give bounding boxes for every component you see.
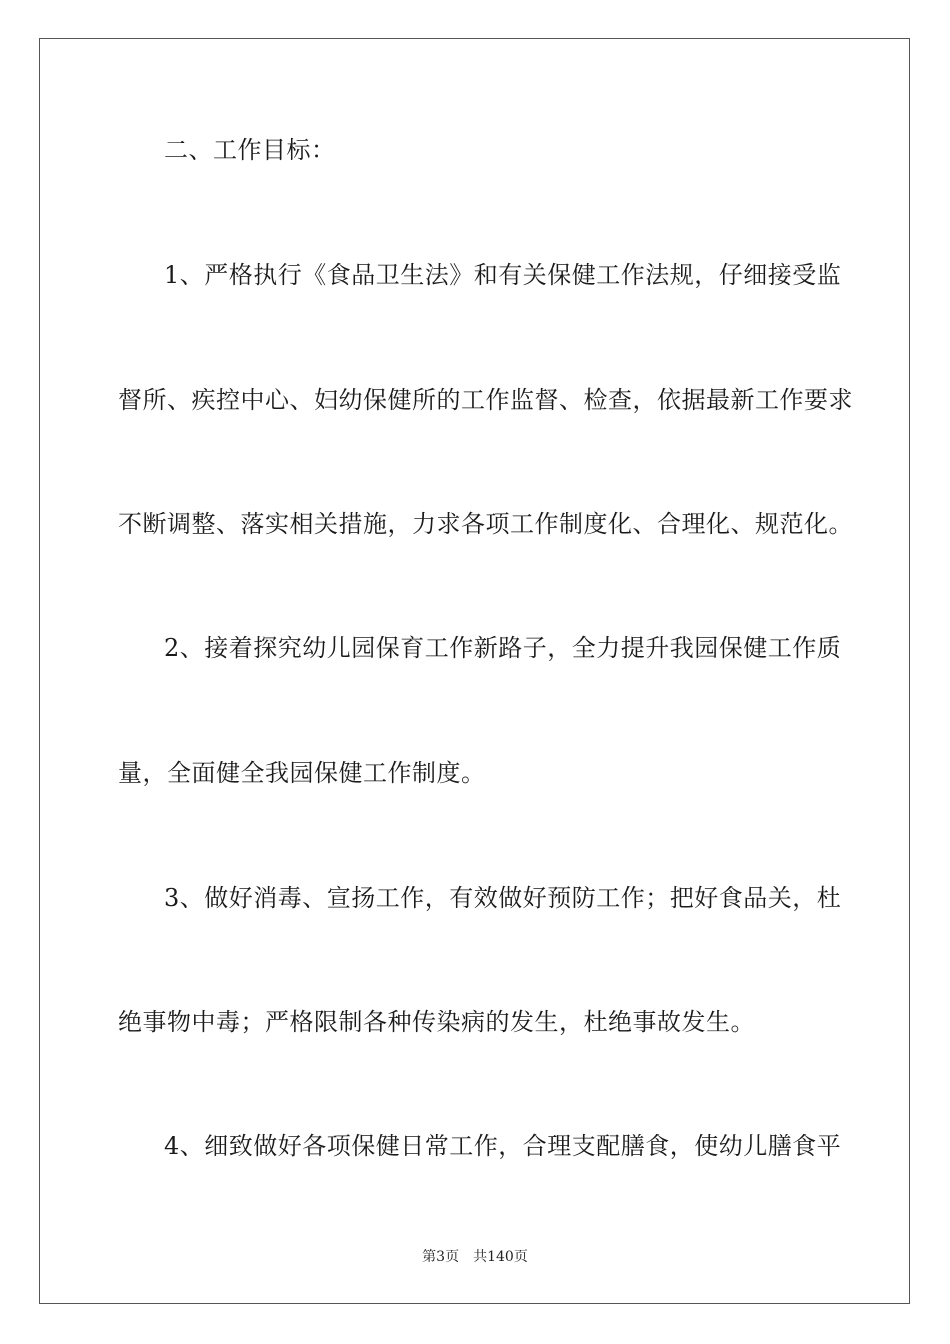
page-border — [39, 38, 910, 1304]
total-pages: 共140页 — [473, 1249, 528, 1265]
page-footer — [0, 1248, 950, 1266]
paragraph-line: 1、严格执行《食品卫生法》和有关保健工作法规，仔细接受监 — [164, 261, 842, 289]
section-heading: 二、工作目标： — [164, 136, 336, 164]
paragraph-line: 绝事物中毒；严格限制各种传染病的发生，杜绝事故发生。 — [118, 1008, 755, 1036]
paragraph-line: 4、细致做好各项保健日常工作，合理支配膳食，使幼儿膳食平 — [164, 1132, 842, 1160]
paragraph-line: 督所、疾控中心、妇幼保健所的工作监督、检查，依据最新工作要求 — [118, 386, 853, 414]
current-page-number: 第3页 — [422, 1249, 460, 1265]
paragraph-line: 2、接着探究幼儿园保育工作新路子，全力提升我园保健工作质 — [164, 634, 842, 662]
paragraph-line: 量，全面健全我园保健工作制度。 — [118, 759, 486, 787]
paragraph-line: 3、做好消毒、宣扬工作，有效做好预防工作；把好食品关，杜 — [164, 884, 842, 912]
paragraph-line: 不断调整、落实相关措施，力求各项工作制度化、合理化、规范化。 — [118, 510, 853, 538]
